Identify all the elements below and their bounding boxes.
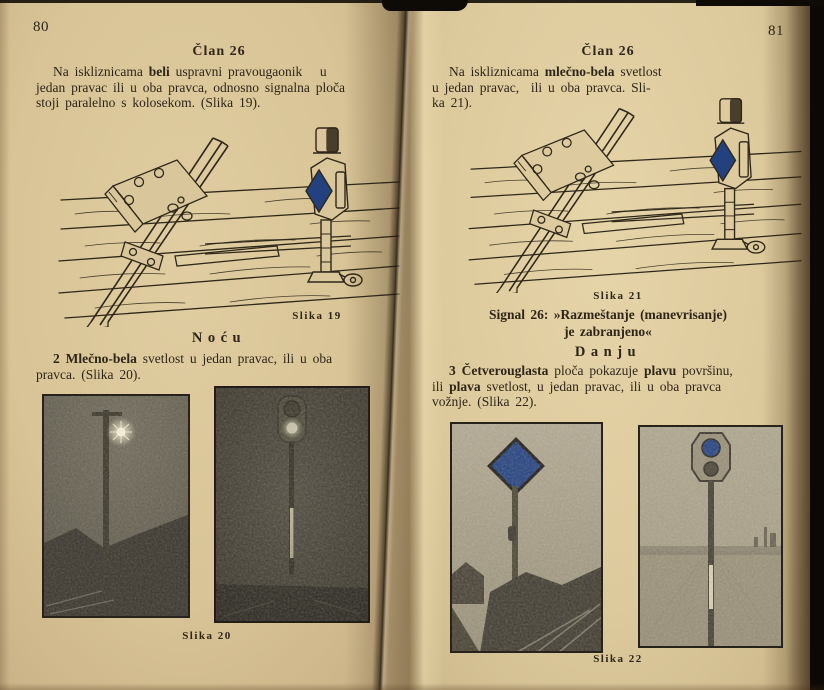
scan-edge-right bbox=[810, 0, 824, 690]
signal-26-definition: Signal 26: »Razmeštanje (manevrisanje) je zabranjeno« bbox=[488, 307, 728, 339]
scan-edge-bottom bbox=[0, 683, 824, 690]
figure-22-photo-day-left bbox=[450, 422, 603, 653]
figure-22-photo-day-right bbox=[638, 425, 783, 648]
figure-20-photo-night-right bbox=[214, 386, 370, 623]
figure-21-caption: Slika 21 bbox=[593, 290, 643, 302]
scan-edge-top-center bbox=[382, 0, 468, 11]
figure-20-photo-night-left bbox=[42, 394, 190, 618]
paragraph-derailer-day-right: Na iskliznicama mlečno-bela svetlost u jedan pravac, ili u oba pravca. Sli- ka 21). bbox=[432, 64, 662, 110]
figure-19-caption: Slika 19 bbox=[292, 310, 342, 322]
figure-20-caption: Slika 20 bbox=[182, 630, 232, 642]
paragraph-day-right: 3 Četverouglasta ploča pokazuje plavu površinu, ili plava svetlost, u jedan pravac, ili u oba pravca vožnje. (Slika 22). bbox=[432, 363, 733, 409]
page-right bbox=[410, 0, 810, 690]
article-heading-left: Član 26 bbox=[192, 44, 246, 59]
page-left bbox=[0, 0, 410, 690]
derail-rail-drawing bbox=[495, 109, 635, 293]
page-number-left: 80 bbox=[33, 19, 49, 35]
figure-19-derailer-drawing bbox=[55, 122, 405, 327]
paragraph-derailer-day-left: Na iskliznicama beli uspravni pravougaonik u jedan pravac ili u oba pravca, odnosno signalna ploča stoji paralelno s kolosekom. (Slika 19). bbox=[36, 64, 346, 110]
signal-post-drawing bbox=[306, 128, 362, 286]
scan-edge-top-right bbox=[696, 0, 824, 6]
figure-22-caption: Slika 22 bbox=[593, 653, 643, 665]
figure-21-derailer-drawing bbox=[462, 93, 810, 293]
signal-post-drawing bbox=[710, 99, 765, 253]
night-section-heading: Noću bbox=[191, 330, 247, 346]
paragraph-night-left: 2 Mlečno-bela svetlost u jedan pravac, ili u oba pravca. (Slika 20). bbox=[36, 351, 333, 382]
day-section-heading: Danju bbox=[574, 344, 642, 360]
right-page-curl-shadow bbox=[786, 0, 810, 690]
article-heading-right: Član 26 bbox=[581, 44, 635, 59]
derail-rail-drawing bbox=[85, 138, 228, 327]
page-number-right: 81 bbox=[768, 23, 784, 39]
